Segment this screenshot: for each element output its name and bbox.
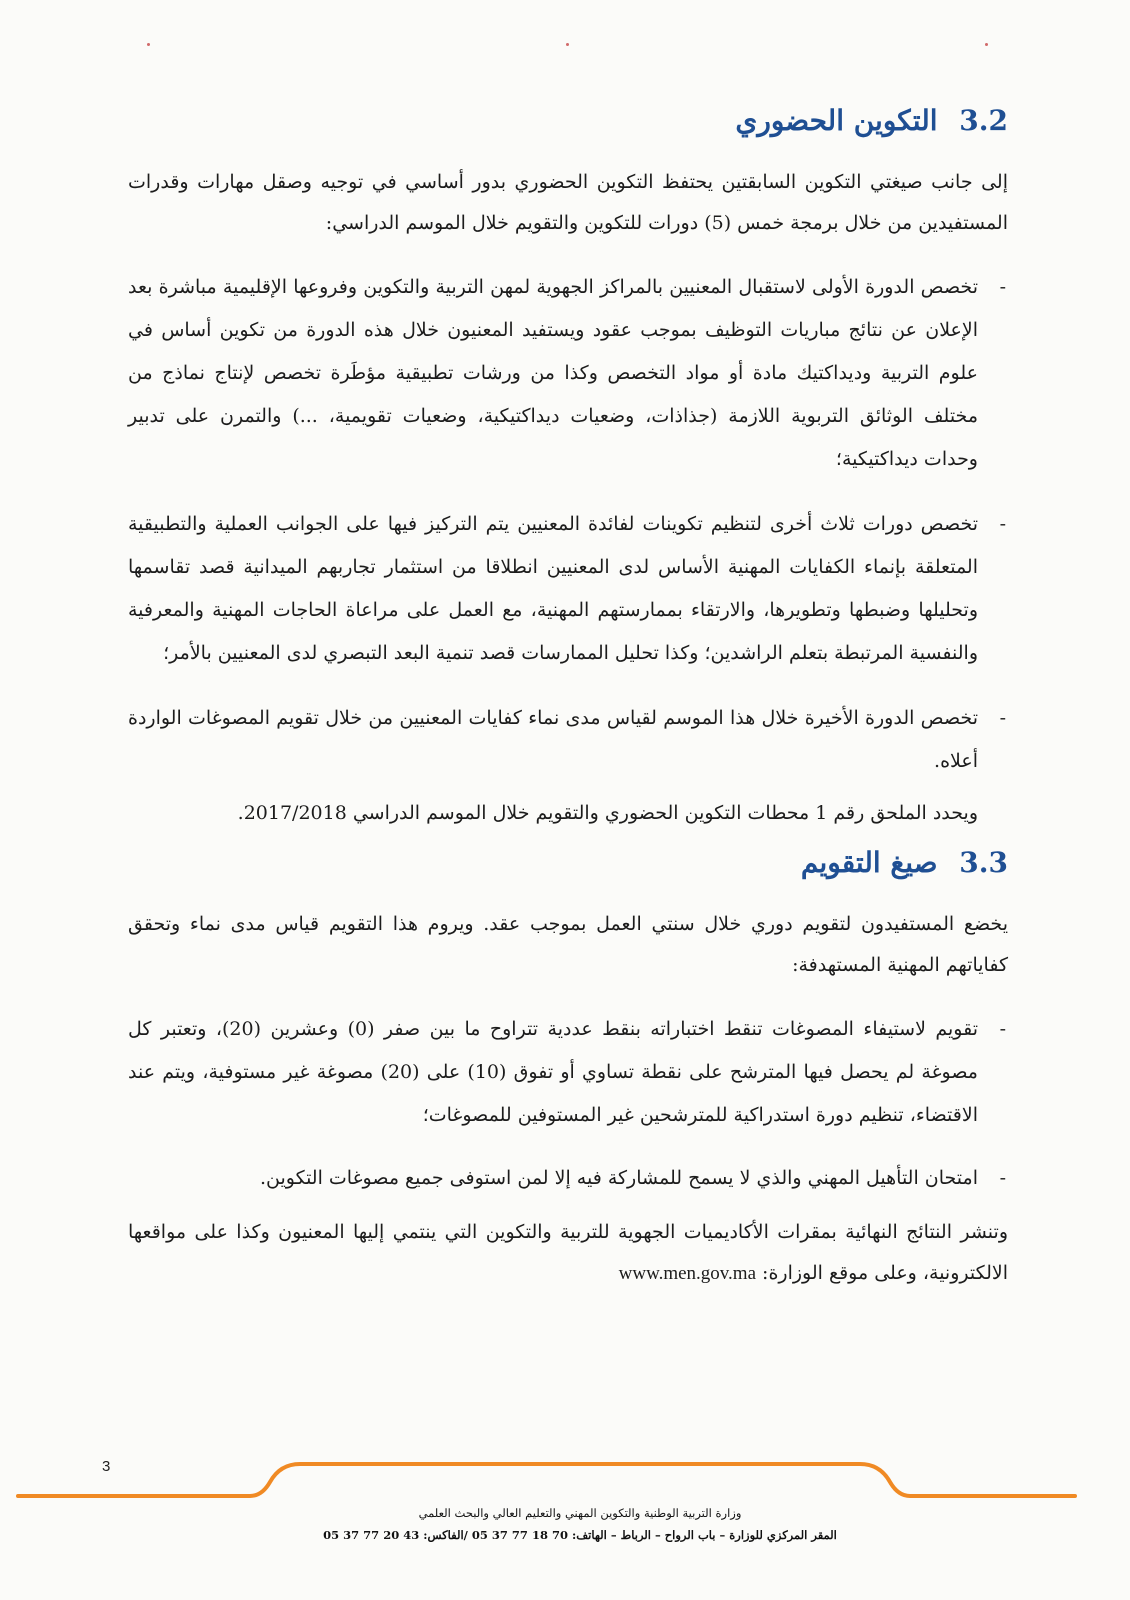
section-intro: إلى جانب صيغتي التكوين السابقتين يحتفظ التكوين الحضوري بدور أساسي في توجيه وصقل مهارات وقدرات المستفيدين من خلال برمجة خمس (5) دورات للتكوين والتقويم خلال الموسم الدراسي: xyxy=(128,171,1008,234)
bullet-dash: - xyxy=(999,513,1006,535)
scan-speck xyxy=(566,43,569,46)
list-item xyxy=(128,266,1008,481)
section-intro: يخضع المستفيدون لتقويم دوري خلال سنتي العمل بموجب عقد. ويروم هذا التقويم قياس مدى نماء وتحقق كفاياتهم المهنية المستهدفة: xyxy=(128,913,1008,976)
bullet-dash: - xyxy=(999,1018,1006,1040)
closing-paragraph xyxy=(128,1212,1008,1294)
section-title: التكوين الحضوري xyxy=(735,104,938,137)
list-item xyxy=(128,1157,1008,1200)
section-heading-3-3 xyxy=(801,846,1008,879)
bullet-dash: - xyxy=(999,276,1006,298)
list-item-text: تخصص الدورة الأخيرة خلال هذا الموسم لقياس مدى نماء كفايات المعنيين من خلال تقويم المصوغات الواردة أعلاه. xyxy=(128,707,978,772)
list-item-text: تخصص الدورة الأولى لاستقبال المعنيين بالمراكز الجهوية لمهن التربية والتكوين وفروعها الإقليمية مباشرة بعد الإعلان عن نتائج مباريات التوظيف بموجب عقود ويستفيد المعنيون خلال هذه الدورة من تكوين أساس في علوم التربية وديداكتيك مادة أو مواد التخصص وكذا من ورشات تطبيقية مؤطَرة تخصص لإنتاج نماذج من مختلف الوثائق التربوية اللازمة (جذاذات، وضعيات ديداكتيكية، وضعيات تقويمية، ...) والتمرن على تدبير وحدات ديداكتيكية؛ xyxy=(128,276,978,470)
section-title: صيغ التقويم xyxy=(800,846,938,879)
list-item xyxy=(128,503,1008,675)
section-heading-3-2 xyxy=(735,104,1008,137)
footer-orange-line xyxy=(18,1464,1075,1496)
bullet-dash: - xyxy=(999,707,1006,729)
ministry-website-link[interactable]: www.men.gov.ma xyxy=(618,1263,757,1284)
annex-note: ويحدد الملحق رقم 1 محطات التكوين الحضوري والتقويم خلال الموسم الدراسي 2017/2018. xyxy=(237,802,978,824)
closing-text: وتنشر النتائج النهائية بمقرات الأكاديميات الجهوية للتربية والتكوين التي ينتمي إليها المعنيون وكذا على مواقعها الالكترونية، وعلى موقع الوزارة: xyxy=(128,1221,1008,1284)
list-item xyxy=(128,697,1008,783)
scan-speck xyxy=(985,43,988,46)
section-number: 3.3 xyxy=(959,846,1008,879)
footer-ministry-name: وزارة التربية الوطنية والتكوين المهني والتعليم العالي والبحث العلمي xyxy=(418,1506,742,1520)
footer-address: المقر المركزي للوزارة – باب الرواح – الرباط – الهاتف: 70 18 77 37 05 /الفاكس: 43 20 77 37 05 xyxy=(323,1528,837,1542)
list-item xyxy=(128,1008,1008,1137)
list-item-text: امتحان التأهيل المهني والذي لا يسمح للمشاركة فيه إلا لمن استوفى جميع مصوغات التكوين. xyxy=(259,1167,978,1189)
scan-speck xyxy=(147,43,150,46)
section-number: 3.2 xyxy=(959,104,1008,137)
list-item-text: تخصص دورات ثلاث أخرى لتنظيم تكوينات لفائدة المعنيين يتم التركيز فيها على الجوانب العملية والتطبيقية المتعلقة بإنماء الكفايات المهنية الأساس لدى المعنيين انطلاقا من استثمار تجاربهم الميدانية قصد تقاسمها وتحليلها وضبطها وتطويرها، والارتقاء بممارستهم المهنية، مع العمل على مراعاة الحاجات المهنية والمعرفية والنفسية المرتبطة بتعلم الراشدين؛ وكذا تحليل الممارسات قصد تنمية البعد التبصري لدى المعنيين بالأمر؛ xyxy=(128,513,978,664)
page-number: 3 xyxy=(102,1458,111,1475)
list-item-text: تقويم لاستيفاء المصوغات تنقط اختباراته بنقط عددية تتراوح ما بين صفر (0) وعشرين (20)، وتعتبر كل مصوغة لم يحصل فيها المترشح على نقطة تساوي أو تفوق (10) على (20) مصوغة غير مستوفية، ويتم عند الاقتضاء، تنظيم دورة استدراكية للمترشحين غير المستوفين للمصوغات؛ xyxy=(128,1018,979,1126)
bullet-dash: - xyxy=(999,1167,1006,1189)
